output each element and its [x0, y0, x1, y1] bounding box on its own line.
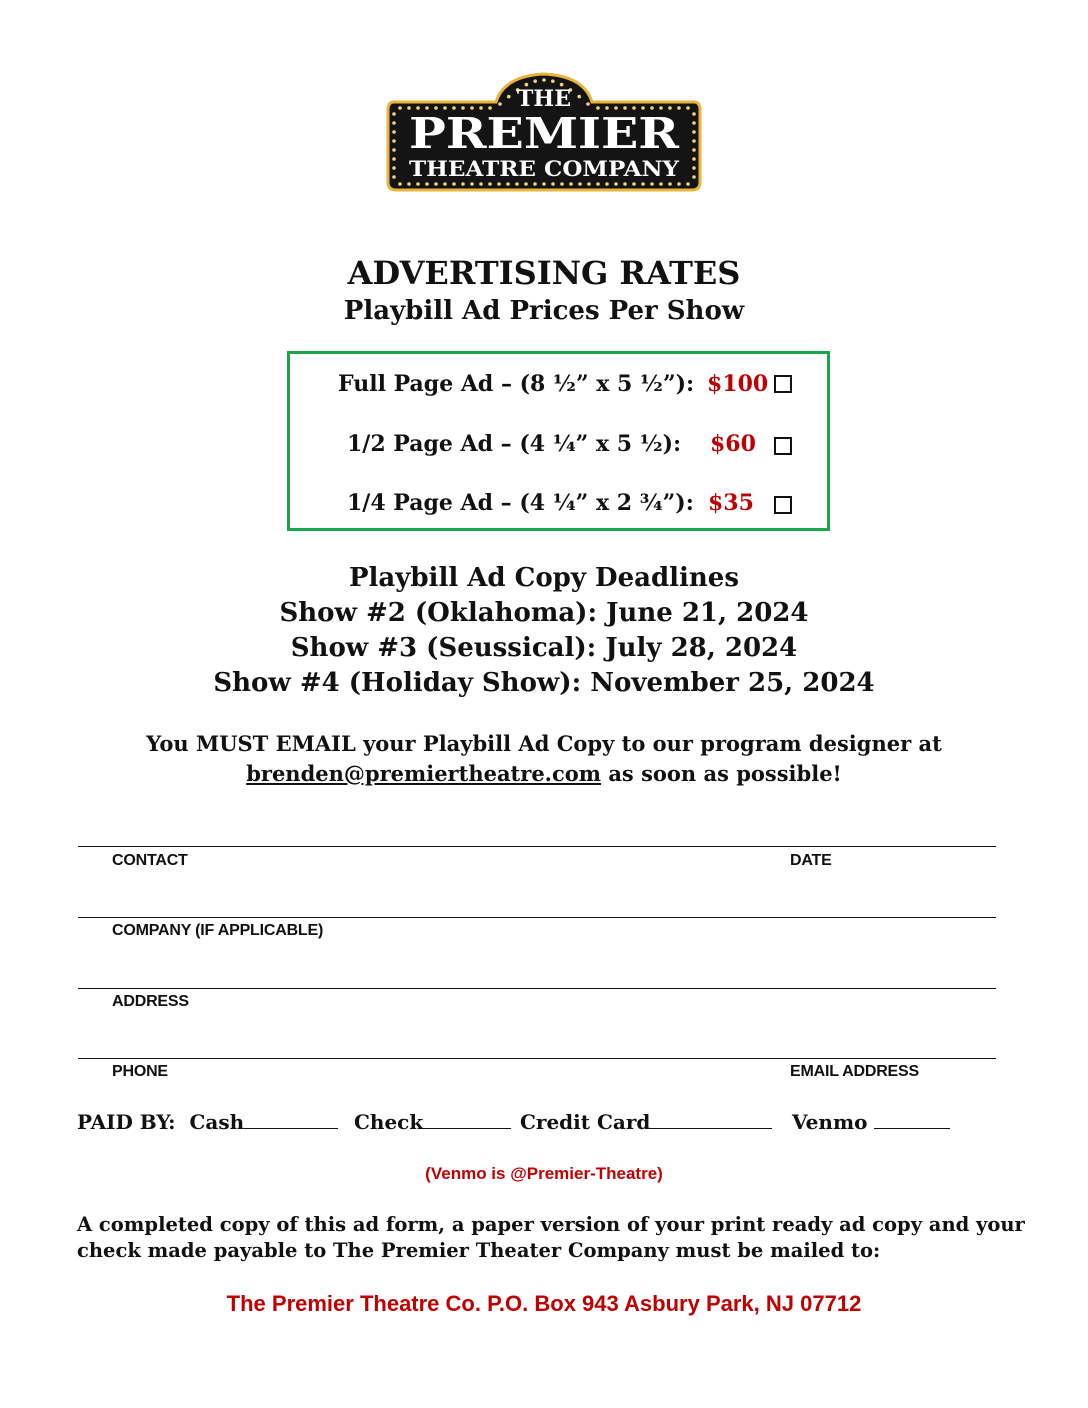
email-instructions-suffix: as soon as possible!: [601, 761, 842, 786]
rate-quarter-page-price: $35: [708, 490, 754, 516]
marquee-bulb: [533, 79, 537, 83]
marquee-bulb: [641, 182, 645, 186]
credit-card-blank[interactable]: [650, 1110, 772, 1129]
venmo-label: Venmo: [792, 1110, 868, 1134]
rate-half-page-price: $60: [710, 431, 756, 457]
marquee-bulb: [692, 175, 696, 179]
marquee-bulb: [551, 79, 555, 83]
marquee-bulb: [443, 182, 447, 186]
marquee-bulb: [586, 102, 590, 106]
marquee-bulb: [560, 182, 564, 186]
check-blank[interactable]: [423, 1110, 511, 1129]
marquee-bulb: [461, 182, 465, 186]
marquee-bulb: [515, 182, 519, 186]
marquee-bulb: [587, 182, 591, 186]
marquee-bulb: [659, 182, 663, 186]
mailing-address: The Premier Theatre Co. P.O. Box 943 Asbury Park, NJ 07712: [226, 1291, 862, 1316]
marquee-bulb: [398, 182, 402, 186]
marquee-bulb: [507, 95, 511, 99]
marquee-bulb: [392, 139, 396, 143]
marquee-bulb: [577, 95, 581, 99]
marquee-bulb: [692, 157, 696, 161]
company-label: COMPANY (IF APPLICABLE): [112, 922, 324, 939]
deadline-show-4: Show #4 (Holiday Show): November 25, 2024: [213, 668, 875, 698]
rate-full-page-price: $100: [707, 371, 769, 397]
logo-premier-text: PREMIER: [409, 109, 681, 158]
marquee-bulb: [392, 175, 396, 179]
page-subtitle: Playbill Ad Prices Per Show: [343, 296, 745, 326]
marquee-bulb: [452, 182, 456, 186]
email-instructions-line2: [0, 761, 1088, 786]
marquee-bulb: [392, 166, 396, 170]
designer-email-link[interactable]: brenden@premiertheatre.com: [246, 761, 602, 786]
half-page-checkbox[interactable]: [774, 437, 792, 455]
premier-theatre-logo: [386, 70, 702, 194]
logo-the-text: THE: [517, 86, 571, 112]
contact-line[interactable]: [78, 846, 996, 847]
marquee-bulb: [677, 182, 681, 186]
marquee-bulb: [632, 182, 636, 186]
venmo-blank[interactable]: [874, 1110, 950, 1129]
marquee-bulb: [692, 121, 696, 125]
marquee-bulb: [668, 182, 672, 186]
marquee-bulb: [542, 78, 546, 82]
venmo-note: (Venmo is @Premier-Theatre): [425, 1164, 663, 1183]
full-page-checkbox[interactable]: [774, 375, 792, 393]
contact-label: CONTACT: [112, 852, 188, 869]
paid-by-label: PAID BY:: [77, 1110, 176, 1134]
email-instructions-line1: You MUST EMAIL your Playbill Ad Copy to our program designer at: [146, 731, 942, 756]
marquee-bulb: [434, 182, 438, 186]
date-label: DATE: [790, 852, 832, 869]
marquee-bulb: [542, 182, 546, 186]
marquee-bulb: [497, 182, 501, 186]
marquee-bulb: [614, 182, 618, 186]
marquee-bulb: [392, 148, 396, 152]
deadline-show-3: Show #3 (Seussical): July 28, 2024: [290, 633, 798, 663]
marquee-bulb: [686, 182, 690, 186]
check-row: [354, 1110, 511, 1134]
marquee-bulb: [692, 166, 696, 170]
marquee-bulb: [692, 112, 696, 116]
marquee-bulb: [392, 157, 396, 161]
venmo-row: [792, 1110, 950, 1134]
marquee-bulb: [551, 182, 555, 186]
cash-blank[interactable]: [244, 1110, 338, 1129]
marquee-bulb: [692, 139, 696, 143]
company-line[interactable]: [78, 917, 996, 918]
cash-label: Cash: [189, 1110, 245, 1134]
marquee-bulb: [692, 148, 696, 152]
page-title: ADVERTISING RATES: [347, 254, 741, 292]
deadlines-heading: Playbill Ad Copy Deadlines: [349, 563, 739, 593]
marquee-bulb: [533, 182, 537, 186]
deadline-show-2: Show #2 (Oklahoma): June 21, 2024: [279, 598, 809, 628]
address-line[interactable]: [78, 988, 996, 989]
credit-card-row: [520, 1110, 772, 1134]
marquee-bulb: [524, 182, 528, 186]
marquee-bulb: [470, 182, 474, 186]
marquee-bulb: [605, 182, 609, 186]
marquee-bulb: [506, 182, 510, 186]
rate-quarter-page-label: 1/4 Page Ad – (4 ¼” x 2 ¾”):: [347, 490, 694, 516]
email-address-label: EMAIL ADDRESS: [790, 1063, 919, 1080]
marquee-bulb: [498, 102, 502, 106]
paid-by-row: [77, 1110, 338, 1134]
marquee-bulb: [479, 182, 483, 186]
check-label: Check: [354, 1110, 424, 1134]
mailing-instructions-line2: check made payable to The Premier Theater Company must be mailed to:: [77, 1239, 881, 1262]
marquee-bulb: [686, 106, 690, 110]
marquee-bulb: [416, 182, 420, 186]
marquee-bulb: [392, 121, 396, 125]
marquee-bulb: [407, 182, 411, 186]
marquee-bulb: [569, 182, 573, 186]
phone-email-line[interactable]: [78, 1058, 996, 1059]
quarter-page-checkbox[interactable]: [774, 496, 792, 514]
marquee-bulb: [392, 130, 396, 134]
phone-label: PHONE: [112, 1063, 168, 1080]
marquee-bulb: [692, 130, 696, 134]
marquee-bulb: [650, 182, 654, 186]
credit-card-label: Credit Card: [520, 1110, 651, 1134]
address-label: ADDRESS: [112, 993, 189, 1010]
rate-full-page-label: Full Page Ad – (8 ½” x 5 ½”):: [338, 371, 695, 397]
marquee-bulb: [596, 182, 600, 186]
marquee-bulb: [488, 182, 492, 186]
marquee-bulb: [392, 112, 396, 116]
marquee-bulb: [398, 106, 402, 110]
rate-half-page-label: 1/2 Page Ad – (4 ¼” x 5 ½):: [347, 431, 682, 457]
mailing-instructions-line1: A completed copy of this ad form, a paper version of your print ready ad copy and your: [77, 1213, 1025, 1236]
marquee-bulb: [578, 182, 582, 186]
marquee-bulb: [623, 182, 627, 186]
marquee-bulb: [425, 182, 429, 186]
logo-theatre-company-text: THEATRE COMPANY: [409, 156, 681, 181]
